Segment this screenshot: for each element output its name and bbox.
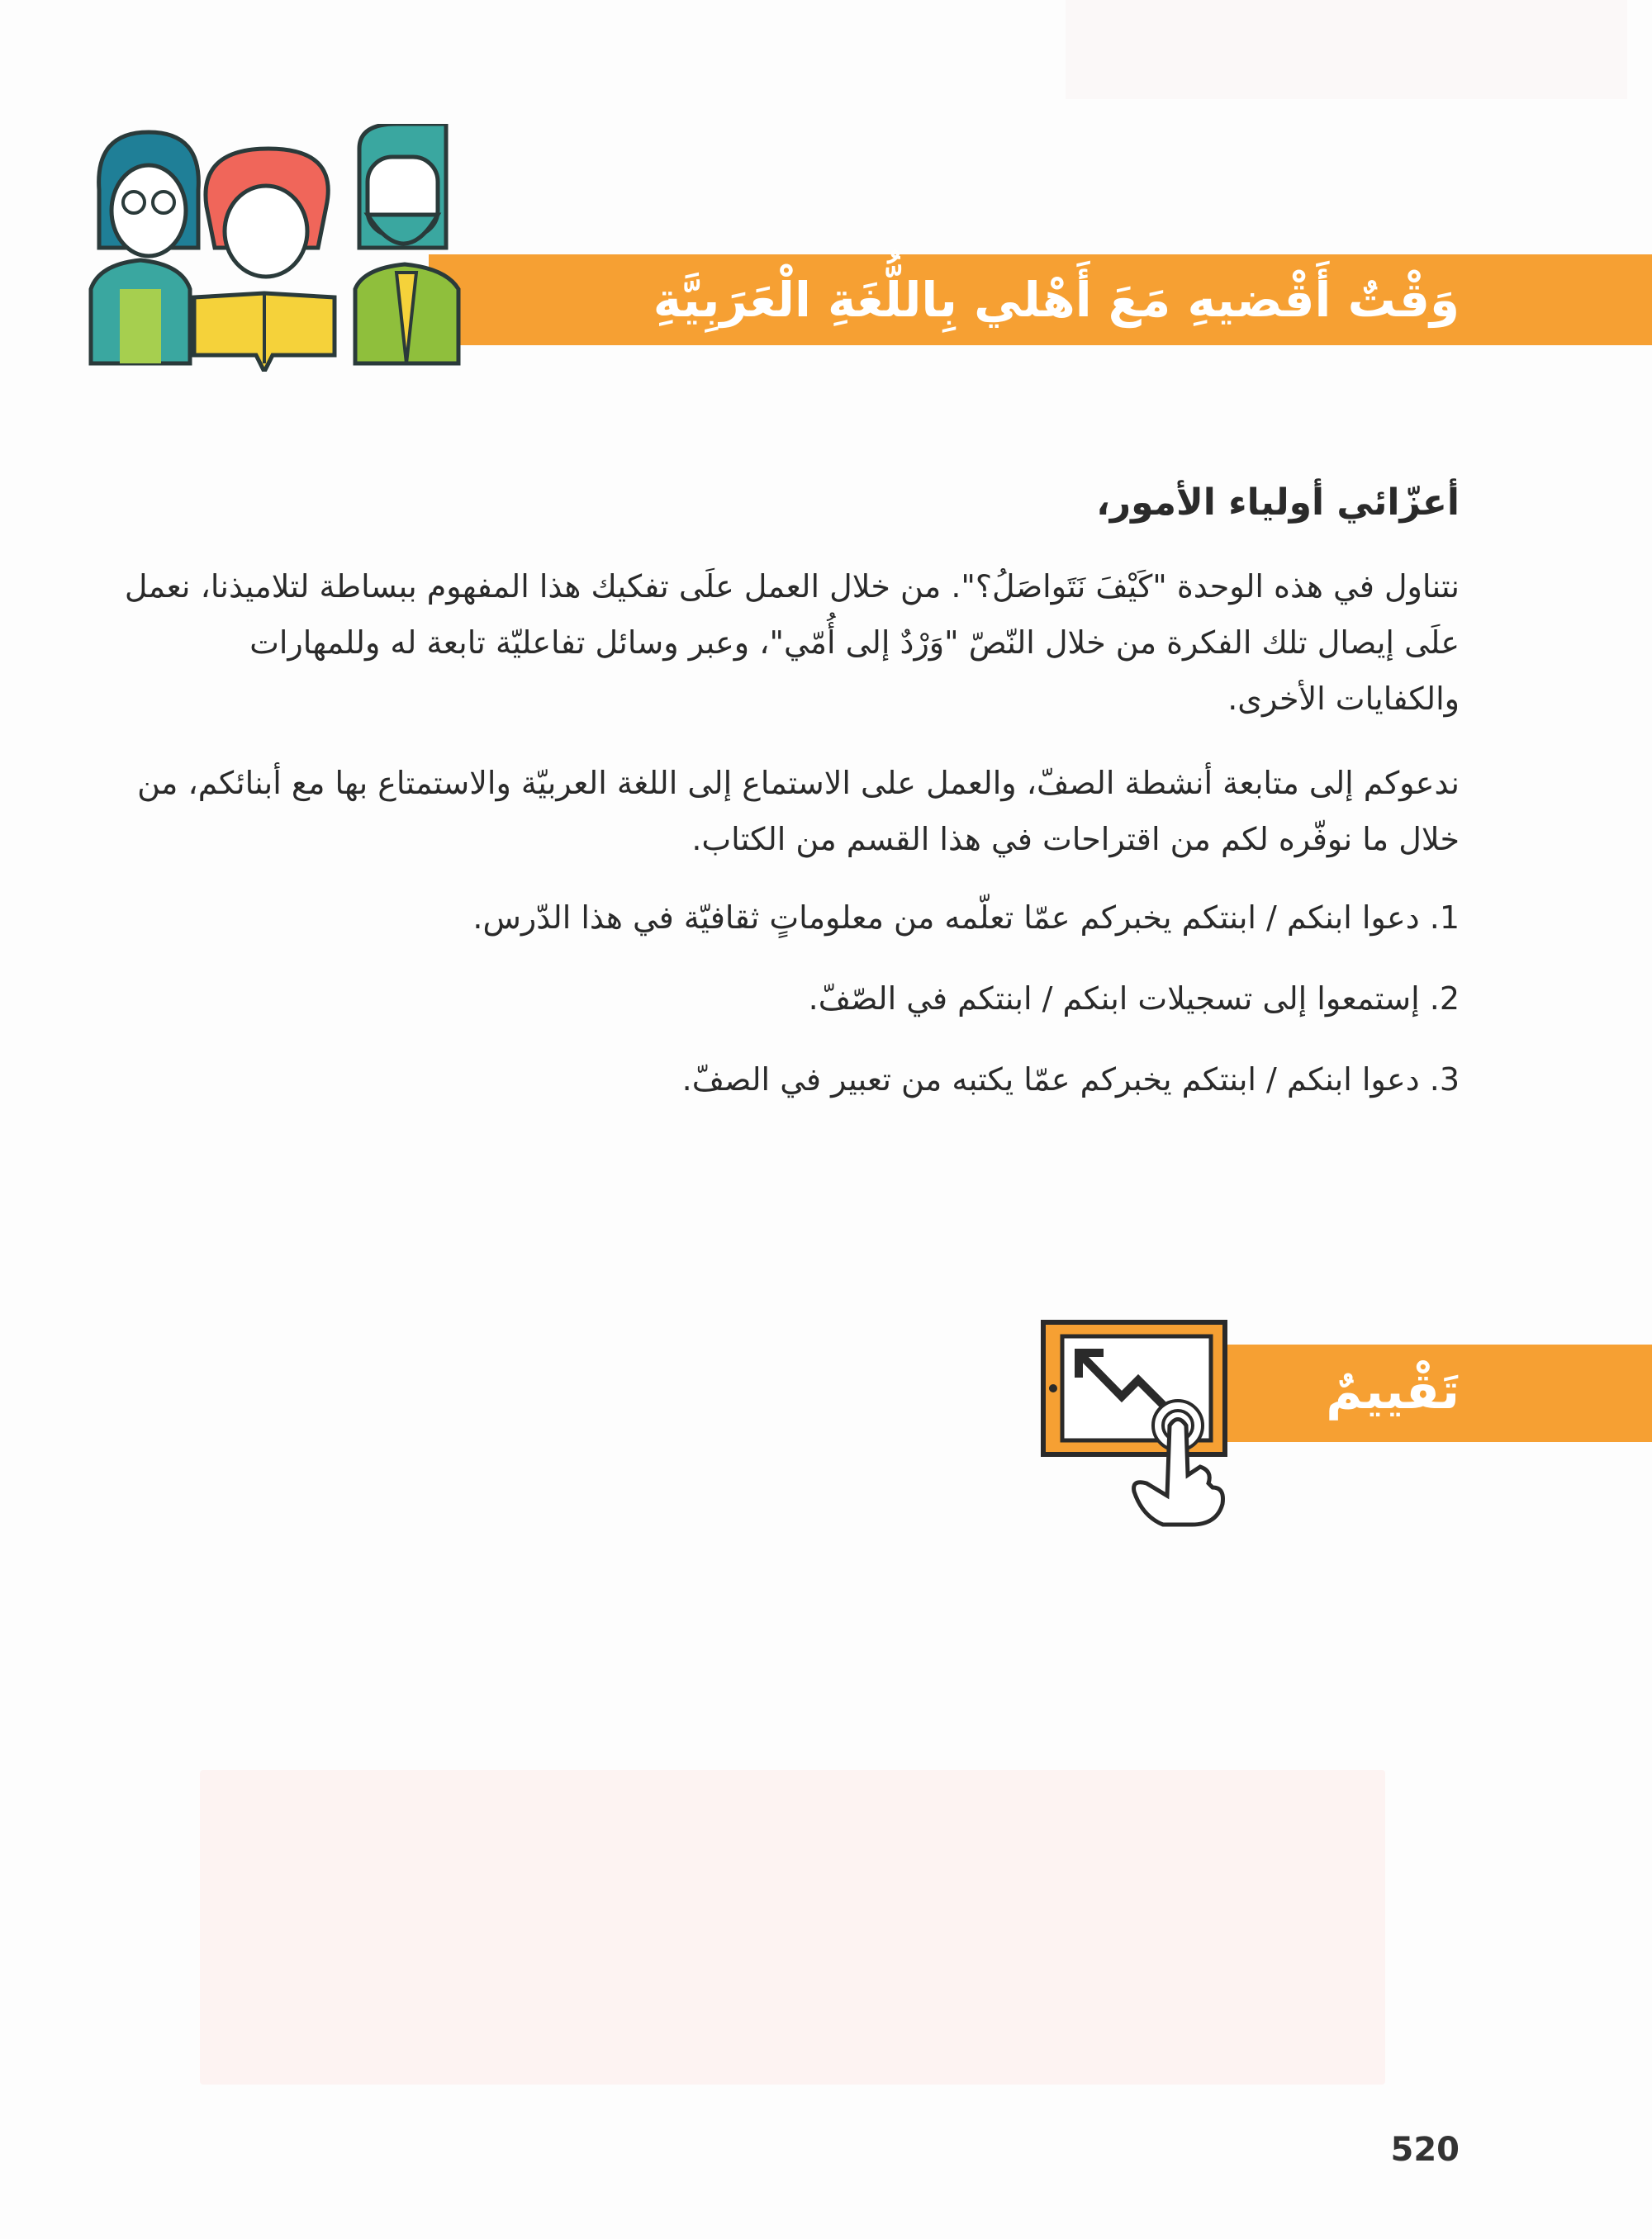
suggestion-item-3: 3. دعوا ابنكم / ابنتكم يخبركم عمّا يكتبه من تعبير في الصفّ. xyxy=(681,1061,1460,1098)
letter-greeting: أعزّائي أولياء الأمور، xyxy=(1096,481,1460,524)
letter-paragraph-1: نتناول في هذه الوحدة "كَيْفَ نَتَواصَلُ؟". من خلال العمل علَى تفكيك هذا المفهوم ببساطة لتلاميذنا، نعمل علَى إيصال تلك الفكرة من خلال النّصّ "وَرْدٌ إلى أُمّي"، وعبر وسائل تفاعليّة تابعة له وللمهارات والكفايات الأخرى. xyxy=(124,568,1460,717)
page-number: 520 xyxy=(1390,2131,1460,2169)
letter-paragraph-2: ندعوكم إلى متابعة أنشطة الصفّ، والعمل على الاستماع إلى اللغة العربيّة والاستمتاع بها مع أبنائكم، من خلال ما نوفّره لكم من اقتراحات في هذا القسم من الكتاب. xyxy=(137,765,1460,857)
suggestion-item-2: 2. إستمعوا إلى تسجيلات ابنكم / ابنتكم في الصّفّ. xyxy=(808,980,1460,1017)
section-title-evaluation: تَقْييمٌ xyxy=(1326,1363,1460,1421)
suggestion-item-1: 1. دعوا ابنكم / ابنتكم يخبركم عمّا تعلّمه من معلوماتٍ ثقافيّة في هذا الدّرس. xyxy=(472,899,1460,936)
section-title-family-time: وَقْتٌ أَقْضيهِ مَعَ أَهْلي بِاللُّغَةِ الْعَرَبِيَّةِ xyxy=(653,272,1460,328)
tablet-touch-evaluation-icon xyxy=(1039,1318,1254,1530)
bleed-through-box xyxy=(200,1770,1385,2085)
bleed-through-header xyxy=(1066,0,1627,99)
family-reading-illustration-icon xyxy=(83,124,471,372)
